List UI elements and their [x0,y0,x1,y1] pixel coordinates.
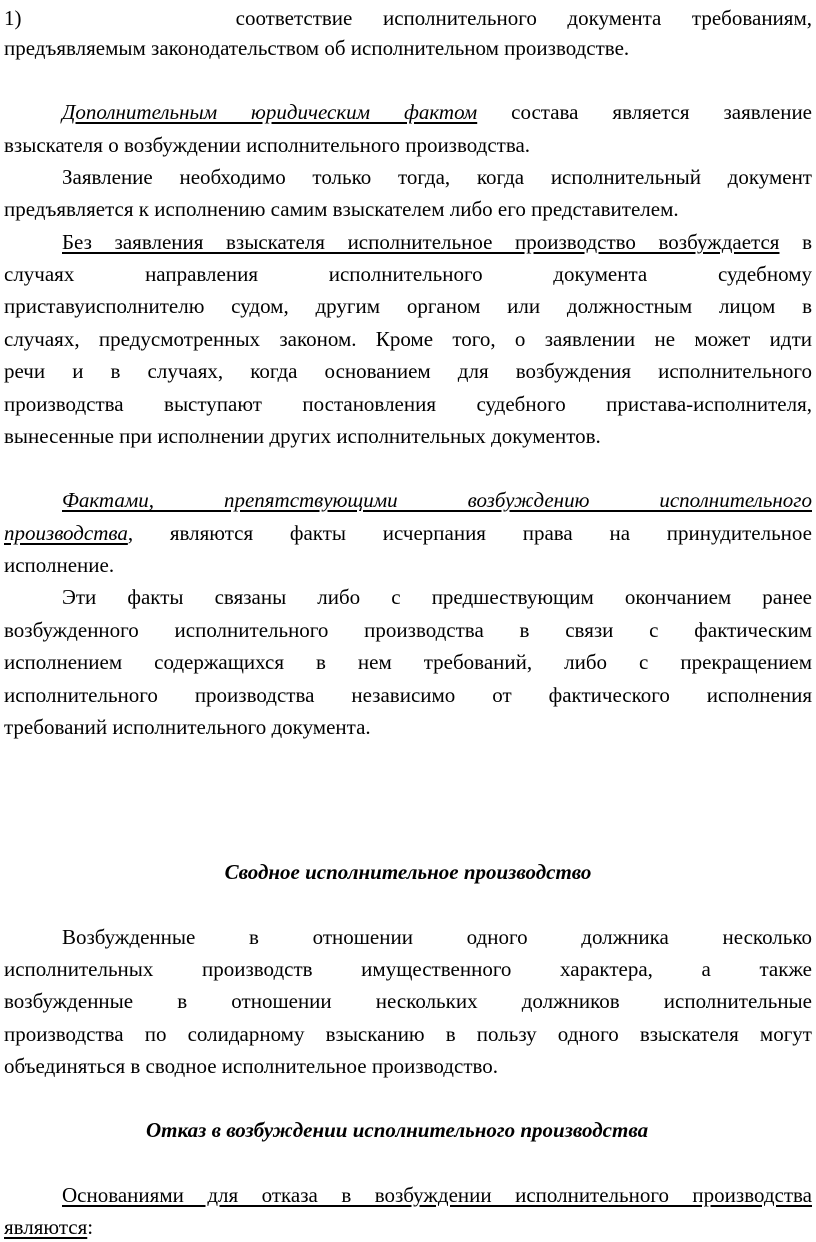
paragraph-line [62,227,812,257]
paragraph-line: возбужденного исполнительного производства в связи с фактическим [4,618,812,642]
paragraph-line [62,485,812,515]
section-heading-consolidated: Сводное исполнительное производство [224,860,592,884]
paragraph-line: исполнительного производства независимо от фактического исполнения [4,683,812,707]
paragraph-line: случаях направления исполнительного документа судебному [4,262,812,286]
paragraph-line [4,1212,812,1242]
text-run: в [779,230,812,254]
text-run: : [87,1215,94,1239]
section-heading-refusal: Отказ в возбуждении исполнительного производства [146,1118,649,1142]
paragraph-line: Эти факты связаны либо с предшествующим окончанием ранее [62,585,812,609]
paragraph-line: предъявляемым законодательством об исполнительном производстве. [4,36,630,60]
paragraph-line: объединяться в сводное исполнительное производство. [4,1054,499,1078]
term-without-application: Без заявления взыскателя исполнительное производство возбуждается [62,230,780,254]
term-grounds-for-refusal: Основаниями для отказа в возбуждении исполнительного производства [62,1183,812,1207]
paragraph-line: требований исполнительного документа. [4,715,371,739]
paragraph-line: взыскателя о возбуждении исполнительного производства. [4,133,531,157]
text-run: состава является заявление [477,100,812,124]
term-obstructing-facts: Фактами, препятствующими возбуждению исполнительного [62,488,812,512]
paragraph-line: предъявляется к исполнению самим взыскателем либо его представителем. [4,197,679,221]
term-obstructing-facts-cont: производства [4,521,128,545]
term-additional-fact: Дополнительным юридическим фактом [62,100,478,124]
paragraph-line: исполнительных производств имущественного характера, а также [4,957,812,981]
paragraph-line [62,1180,812,1210]
paragraph-line: возбужденные в отношении нескольких должников исполнительные [4,989,812,1013]
paragraph-line: речи и в случаях, когда основанием для возбуждения исполнительного [4,359,812,383]
term-are: являются [4,1215,88,1239]
paragraph-line: Возбужденные в отношении одного должника несколько [62,925,812,949]
paragraph-line: исполнение. [4,553,115,577]
paragraph-line: 1) соответствие исполнительного документа требованиям, [4,6,812,30]
paragraph-line: производства по солидарному взысканию в пользу одного взыскателя могут [4,1022,812,1046]
paragraph-line: приставуисполнителю судом, другим органом или должностным лицом в [4,294,812,318]
paragraph-line [4,518,812,548]
paragraph-line [62,97,812,127]
paragraph-line: вынесенные при исполнении других исполнительных документов. [4,424,601,448]
paragraph-line: исполнением содержащихся в нем требований, либо с прекращением [4,650,812,674]
paragraph-line: производства выступают постановления судебного пристава-исполнителя, [4,392,812,416]
paragraph-line: Заявление необходимо только тогда, когда исполнительный документ [62,165,812,189]
text-run: , являются факты исчерпания права на принудительное [127,521,812,545]
paragraph-line: случаях, предусмотренных законом. Кроме того, о заявлении не может идти [4,327,812,351]
